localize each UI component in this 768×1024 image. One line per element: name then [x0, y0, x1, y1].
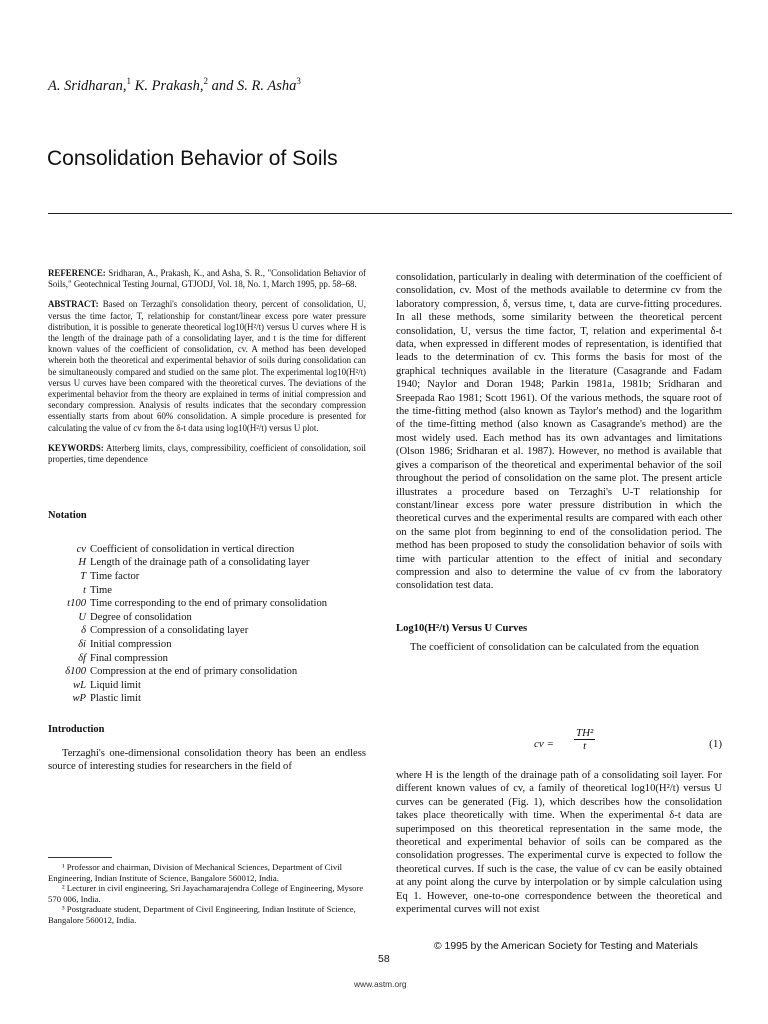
reference-block: REFERENCE: Sridharan, A., Prakash, K., and Asha, S. R., "Consolidation Behavior of Soils," Geotechnical Testing Journal, GTJODJ, Vol. 18, No. 1, March 1995, pp. 58–68.: [48, 268, 367, 290]
title-rule: [48, 213, 732, 214]
notation-list: [48, 543, 366, 706]
page-number: 58: [378, 953, 390, 965]
footnote: ¹ Professor and chairman, Division of Mechanical Sciences, Department of Civil Engineering, Indian Institute of Science, Bangalore 560012, India.: [48, 862, 343, 883]
right-paragraph: where H is the length of the drainage path of a consolidating soil layer. For different known values of cv, a family of theoretical log10(H²/t) versus U curves can be generated (Fig. 1), which describes how the consolidation takes place theoretically with time. When the experimental δ-t data are superimposed on this theoretical representation in the same mode, the theoretical and experimental behavior of soils can be compared as the consolidation progresses. The experimental curve is expected to follow the theoretical curves. If such is the case, the value of cv can be easily obtained at any point along the curve by interpolation or by simple calculation using Eq 1. However, one-to-one correspondence between the theoretical and experimental curves will not exist: [396, 770, 722, 916]
website-link[interactable]: www.astm.org: [354, 979, 407, 989]
abstract-block: ABSTRACT: Based on Terzaghi's consolidation theory, percent of consolidation, U, versus the time factor, T, relationship for constant/linear excess pore water pressure distribution, it is possible to generate theoretical log10(H²/t) versus U curves where H is the length of the drainage path of a consolidating layer, and t is the time for different known values of the coefficient of consolidation, cv. A method has been developed wherein both the theoretical and experimental behavior of soils during consolidation can be simultaneously compared and studied on the same plot. The experimental log10(H²/t) versus U curves have been compared with the theoretical curves. The deviations of the experimental behavior from the theory are explained in terms of initial compression and secondary compression. Analysis of results indicates that the secondary compression essentially starts from about 60% consolidation. A simple procedure is presented for calculating the value of cv from the δ-t data using log10(H²/t) versus U plot.: [48, 299, 366, 433]
introduction-heading: Introduction: [48, 723, 105, 735]
section-heading: Log10(H²/t) Versus U Curves: [396, 622, 528, 634]
right-paragraph: consolidation, particularly in dealing with determination of the coefficient of consolidation, cv. Most of the methods available to determine cv from the laboratory compression, δ, versus time, t, data are curve-fitting procedures. In all these methods, some similarity between the theoretical percent consolidation, U, versus the time factor, T, relation and experimental δ-t data, when expressed in different modes of representation, is identified that leads to the determination of cv. This forms the basis for most of the graphical techniques available in the literature (Casagrande and Fadam 1940; Naylor and Doran 1948; Parkin 1981a, 1981b; Sridharan and Sreepada Rao 1981; Scott 1961). Of the various methods, the square root of the time-fitting method (also known as Taylor's method) and the logarithm of the time-fitting method (also known as Casagrande's method) are the most widely used. Each method has its own advantages and limitations (Olson 1986; Sridharan et al. 1987). However, no method is available that gives a comparison of the theoretical and experimental behavior of the soil throughout the period of consolidation on the same plot. The present article illustrates a procedure based on Terzaghi's U-T relationship for constant/linear excess pore water pressure distribution in which the theoretical curves and the experimental results are compared with each other on the same plot from beginning to end of the consolidation period. The method has been proposed to study the consolidation behavior of soils with time with particular attention to the effect of initial and secondary compression and also to determine the value of cv from the laboratory consolidation test data.: [396, 272, 722, 592]
right-paragraph-continued: [396, 769, 722, 925]
authors: A. Sridharan,$^1$ K. Prakash,$^2$ and S. R. Asha$^3$: [48, 76, 301, 94]
notation-item: wP Plastic limit: [72, 693, 141, 705]
notation-heading: Notation: [48, 510, 87, 522]
right-column: [396, 271, 722, 664]
notation-item: δf Final compression: [78, 652, 168, 664]
footnotes: [48, 862, 368, 926]
notation-item: δ Compression of a consolidating layer: [81, 625, 249, 637]
left-column: [48, 268, 366, 783]
keywords-block: KEYWORDS: Atterberg limits, clays, compressibility, coefficient of consolidation, soil properties, time dependence: [48, 442, 366, 465]
notation-item: wL Liquid limit: [73, 679, 141, 691]
footnote: ² Lecturer in civil engineering, Sri Jayachamarajendra College of Engineering, Mysore 570 006, India.: [48, 883, 364, 904]
notation-item: U Degree of consolidation: [78, 611, 192, 623]
notation-item: δi Initial compression: [78, 639, 172, 650]
footnote-rule: [48, 857, 112, 858]
notation-item: cv Coefficient of consolidation in vertical direction: [76, 543, 295, 555]
right-paragraph: The coefficient of consolidation can be calculated from the equation: [410, 642, 699, 654]
notation-item: t Time: [83, 584, 112, 596]
footnote: ³ Postgraduate student, Department of Civil Engineering, Indian Institute of Science, Bangalore 560012, India.: [48, 904, 356, 925]
paper-title: Consolidation Behavior of Soils: [47, 147, 338, 170]
introduction-text: Terzaghi's one-dimensional consolidation theory has been an endless source of interesting studies for researchers in the field of: [48, 747, 366, 773]
copyright-notice: © 1995 by the American Society for Testing and Materials: [434, 941, 698, 952]
notation-item: T Time factor: [80, 571, 140, 583]
notation-item: δ100 Compression at the end of primary consolidation: [65, 666, 298, 678]
notation-item: H Length of the drainage path of a consolidating layer: [78, 557, 310, 569]
notation-item: t100 Time corresponding to the end of primary consolidation: [67, 598, 328, 610]
equation-1: cv = $\frac{\text{TH²}}{t}$ (1): [534, 727, 722, 752]
